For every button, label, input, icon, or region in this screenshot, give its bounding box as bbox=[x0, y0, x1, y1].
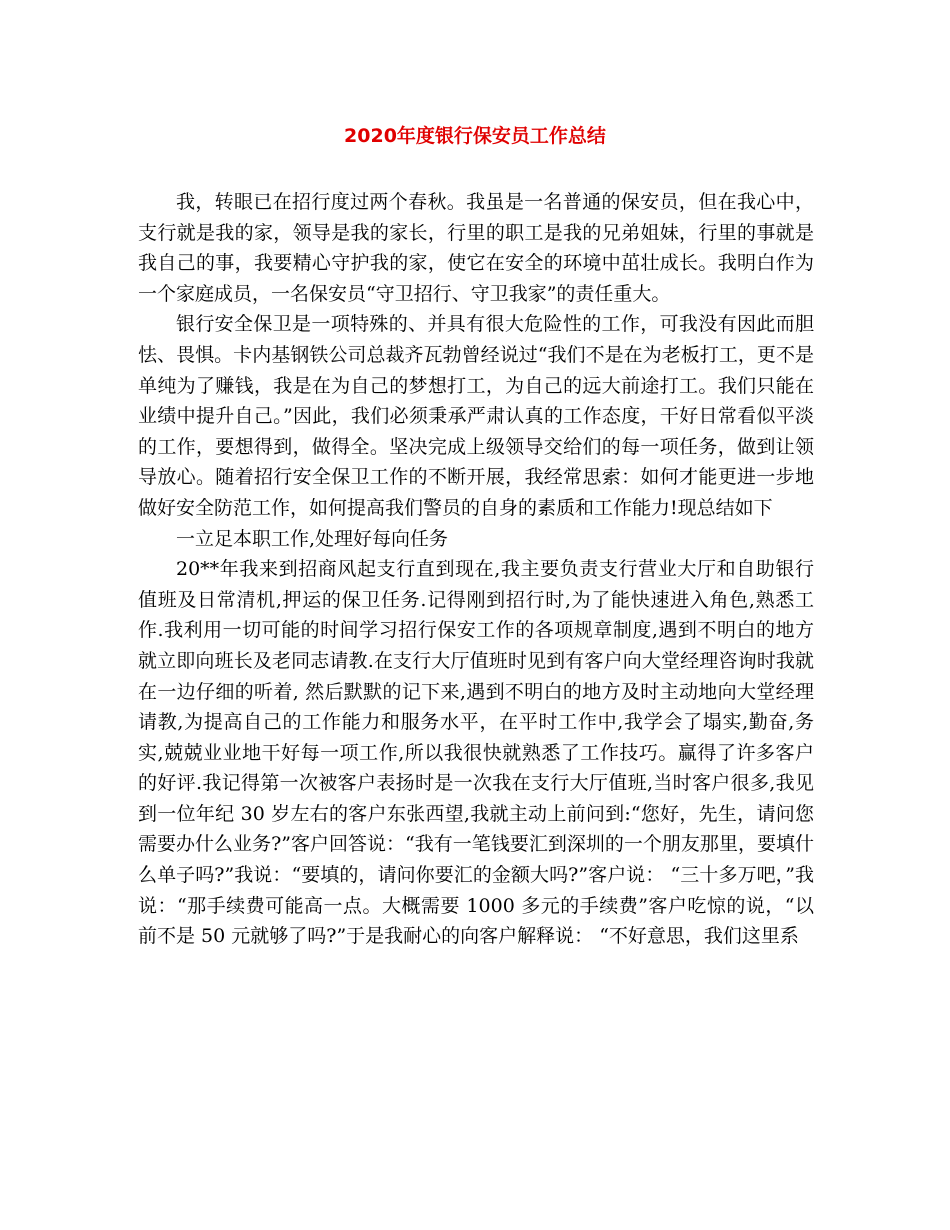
document-title: 2020年度银行保安员工作总结 bbox=[344, 125, 606, 147]
paragraph-intro: 我，转眼已在招行度过两个春秋。我虽是一名普通的保安员，但在我心中，支行就是我的家，领导是我的家长，行里的职工是我的兄弟姐妹，行里的事就是我自己的事，我要精心守护我的家，使它在安全的环境中茁壮成长。我明白作为一个家庭成员，一名保安员“守卫招行、守卫我家”的责任重大。 bbox=[138, 191, 814, 305]
section-heading-1: 一立足本职工作,处理好每向任务 bbox=[176, 527, 449, 550]
document-body bbox=[138, 187, 814, 952]
paragraph-experience: 20**年我来到招商风起支行直到现在,我主要负责支行营业大厅和自助银行值班及日常清机,押运的保卫任务.记得刚到招行时,为了能快速进入角色,熟悉工作.我利用一切可能的时间学习招行保安工作的各项规章制度,遇到不明白的地方就立即向班长及老同志请教.在支行大厅值班时见到有客户向大堂经理咨询时我就在一边仔细的听着, 然后默默的记下来,遇到不明白的地方及时主动地向大堂经理请教,为提高自己的工作能力和服务水平，在平时工作中,我学会了塌实,勤奋,务实,兢兢业业地干好每一项工作,所以我很快就熟悉了工作技巧。赢得了许多客户的好评.我记得第一次被客户表扬时是一次我在支行大厅值班,当时客户很多,我见到一位年纪 30 岁左右的客户东张西望,我就主动上前问到:“您好，先生，请问您需要办什么业务?”客户回答说：“我有一笔钱要汇到深圳的一个朋友那里，要填什么单子吗?”我说：“要填的，请问你要汇的金额大吗?”客户说： “三十多万吧，”我说：“那手续费可能高一点。大概需要 1000 多元的手续费”客户吃惊的说，“以前不是 50 元就够了吗?”于是我耐心的向客户解释说： “不好意思，我们这里系 bbox=[138, 558, 814, 948]
paragraph-security-work: 银行安全保卫是一项特殊的、并具有很大危险性的工作，可我没有因此而胆怯、畏惧。卡内基钢铁公司总裁齐瓦勃曾经说过“我们不是在为老板打工，更不是单纯为了赚钱，我是在为自己的梦想打工，为自己的远大前途打工。我们只能在业绩中提升自己。”因此，我们必须秉承严肃认真的工作态度，干好日常看似平淡的工作，要想得到，做得全。坚决完成上级领导交给们的每一项任务，做到让领导放心。随着招行安全保卫工作的不断开展，我经常思索：如何才能更进一步地做好安全防范工作，如何提高我们警员的自身的素质和工作能力!现总结如下 bbox=[138, 313, 814, 519]
